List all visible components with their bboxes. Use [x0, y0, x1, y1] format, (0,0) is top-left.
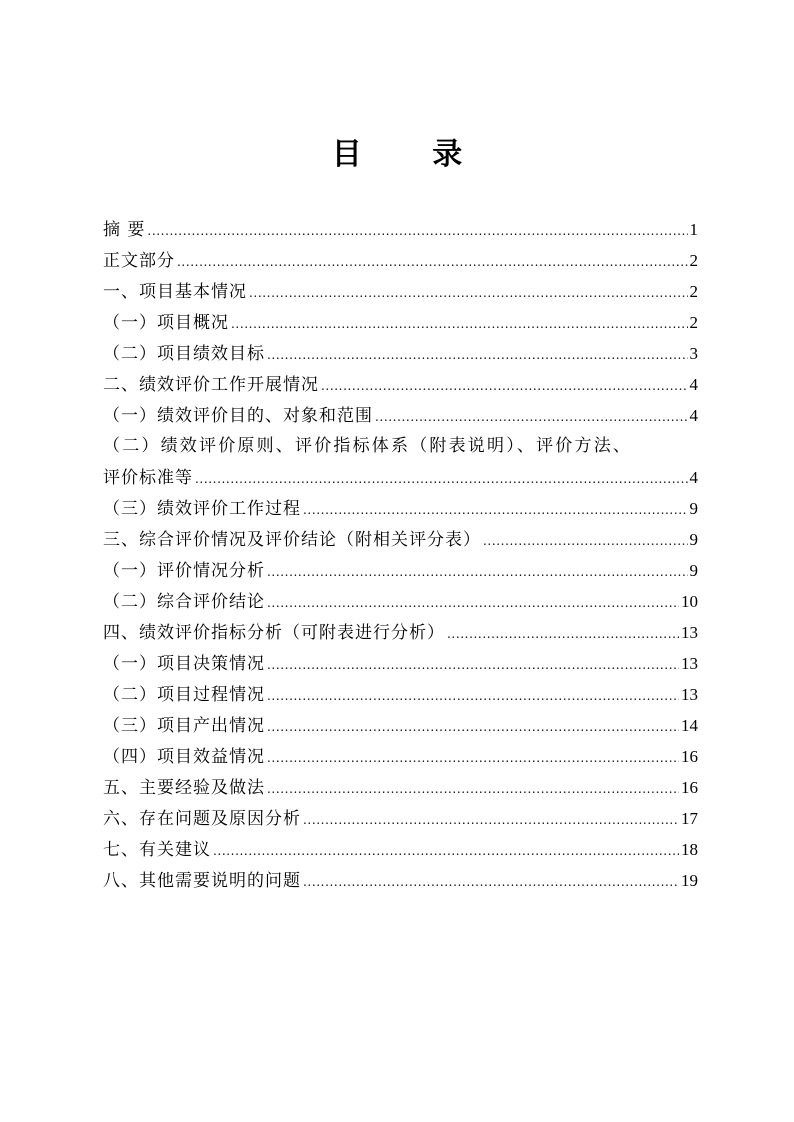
toc-leader-dots [447, 619, 679, 650]
toc-leader-dots [267, 774, 679, 805]
toc-entry[interactable] [103, 400, 698, 431]
toc-entry-text: （二）综合评价结论 [103, 592, 265, 612]
toc-entry-text: （二）项目过程情况 [103, 685, 265, 705]
toc-entry-wrapped-second-line[interactable] [103, 462, 698, 493]
toc-entry-page: 2 [689, 251, 698, 270]
toc-entry-text: （一）评价情况分析 [103, 561, 265, 581]
toc-entry-text: （一）项目决策情况 [103, 654, 265, 674]
toc-entry-text: 正文部分 [103, 251, 175, 271]
toc-leader-dots [249, 278, 688, 309]
toc-entry-page: 18 [681, 840, 698, 859]
toc-entry-page: 2 [689, 282, 698, 301]
toc-entry-page: 2 [689, 313, 698, 332]
toc-entry[interactable] [103, 865, 698, 896]
toc-entry-page: 9 [689, 561, 698, 580]
toc-entry-text: （三）绩效评价工作过程 [103, 499, 301, 519]
toc-entry-text: 三、综合评价情况及评价结论（附相关评分表） [103, 530, 481, 550]
toc-entry[interactable] [103, 617, 698, 648]
toc-entry-text: 六、存在问题及原因分析 [103, 809, 301, 829]
toc-entry-text: 七、有关建议 [103, 840, 211, 860]
toc-entry-text: （三）项目产出情况 [103, 716, 265, 736]
toc-entry-page: 4 [689, 375, 698, 394]
toc-entry-page: 10 [681, 592, 698, 611]
toc-entry-text: 一、项目基本情况 [103, 282, 247, 302]
toc-entry[interactable] [103, 679, 698, 710]
toc-entry-page: 13 [681, 654, 698, 673]
toc-entry-page: 17 [681, 809, 698, 828]
toc-leader-dots [483, 526, 688, 557]
toc-entry-text: （二）项目绩效目标 [103, 344, 265, 364]
toc-entry-page: 13 [681, 623, 698, 642]
toc-entry[interactable] [103, 524, 698, 555]
toc-entry-wrapped-first-line[interactable] [103, 431, 698, 462]
toc-entry-page: 13 [681, 685, 698, 704]
toc-entry-page: 14 [681, 716, 698, 735]
toc-leader-dots [375, 402, 688, 433]
toc-entry[interactable] [103, 493, 698, 524]
toc-entry-page: 4 [689, 406, 698, 425]
toc-entry[interactable] [103, 772, 698, 803]
toc-entry-page: 4 [689, 468, 698, 487]
toc-leader-dots [195, 464, 688, 495]
toc-entry[interactable] [103, 555, 698, 586]
toc-entry[interactable] [103, 741, 698, 772]
toc-entry-text: 八、其他需要说明的问题 [103, 871, 301, 891]
toc-leader-dots [213, 836, 679, 867]
toc-leader-dots [321, 371, 688, 402]
toc-leader-dots [267, 743, 679, 774]
toc-entry[interactable] [103, 834, 698, 865]
toc-entry-text: 五、主要经验及做法 [103, 778, 265, 798]
toc-entry-page: 16 [681, 747, 698, 766]
toc-entry-page: 9 [689, 530, 698, 549]
toc-entry[interactable] [103, 276, 698, 307]
toc-leader-dots [231, 309, 688, 340]
toc-entry[interactable] [103, 214, 698, 245]
toc-leader-dots [303, 495, 688, 526]
toc-leader-dots [303, 867, 679, 898]
toc-leader-dots [267, 650, 679, 681]
toc-entry-page: 9 [689, 499, 698, 518]
toc-leader-dots [267, 588, 679, 619]
toc-entry-page: 3 [689, 344, 698, 363]
toc-entry[interactable] [103, 586, 698, 617]
toc-entry-text: 二、绩效评价工作开展情况 [103, 375, 319, 395]
toc-leader-dots [177, 247, 688, 278]
toc-entry[interactable] [103, 338, 698, 369]
toc-entry-text: 评价标准等 [103, 468, 193, 488]
toc-leader-dots [303, 805, 679, 836]
toc-entry-text: （四）项目效益情况 [103, 747, 265, 767]
table-of-contents [103, 214, 698, 896]
toc-entry-text: （一）项目概况 [103, 313, 229, 333]
toc-leader-dots [267, 712, 679, 743]
toc-entry[interactable] [103, 307, 698, 338]
toc-leader-dots [267, 681, 679, 712]
toc-leader-dots [267, 557, 688, 588]
toc-entry-text: （一）绩效评价目的、对象和范围 [103, 406, 373, 426]
toc-leader-dots [147, 216, 687, 247]
toc-entry-text: （二）绩效评价原则、评价指标体系（附表说明）、评价方法、 [103, 436, 633, 456]
page-title: 目 录 [331, 137, 493, 172]
toc-entry-text: 四、绩效评价指标分析（可附表进行分析） [103, 623, 445, 643]
toc-entry[interactable] [103, 245, 698, 276]
toc-entry-text: 摘 要 [103, 220, 146, 240]
toc-leader-dots [267, 340, 688, 371]
toc-entry[interactable] [103, 803, 698, 834]
toc-entry-page: 19 [681, 871, 698, 890]
toc-entry-page: 16 [681, 778, 698, 797]
toc-entry[interactable] [103, 369, 698, 400]
toc-entry[interactable] [103, 710, 698, 741]
toc-entry-page: 1 [689, 220, 698, 239]
toc-entry[interactable] [103, 648, 698, 679]
